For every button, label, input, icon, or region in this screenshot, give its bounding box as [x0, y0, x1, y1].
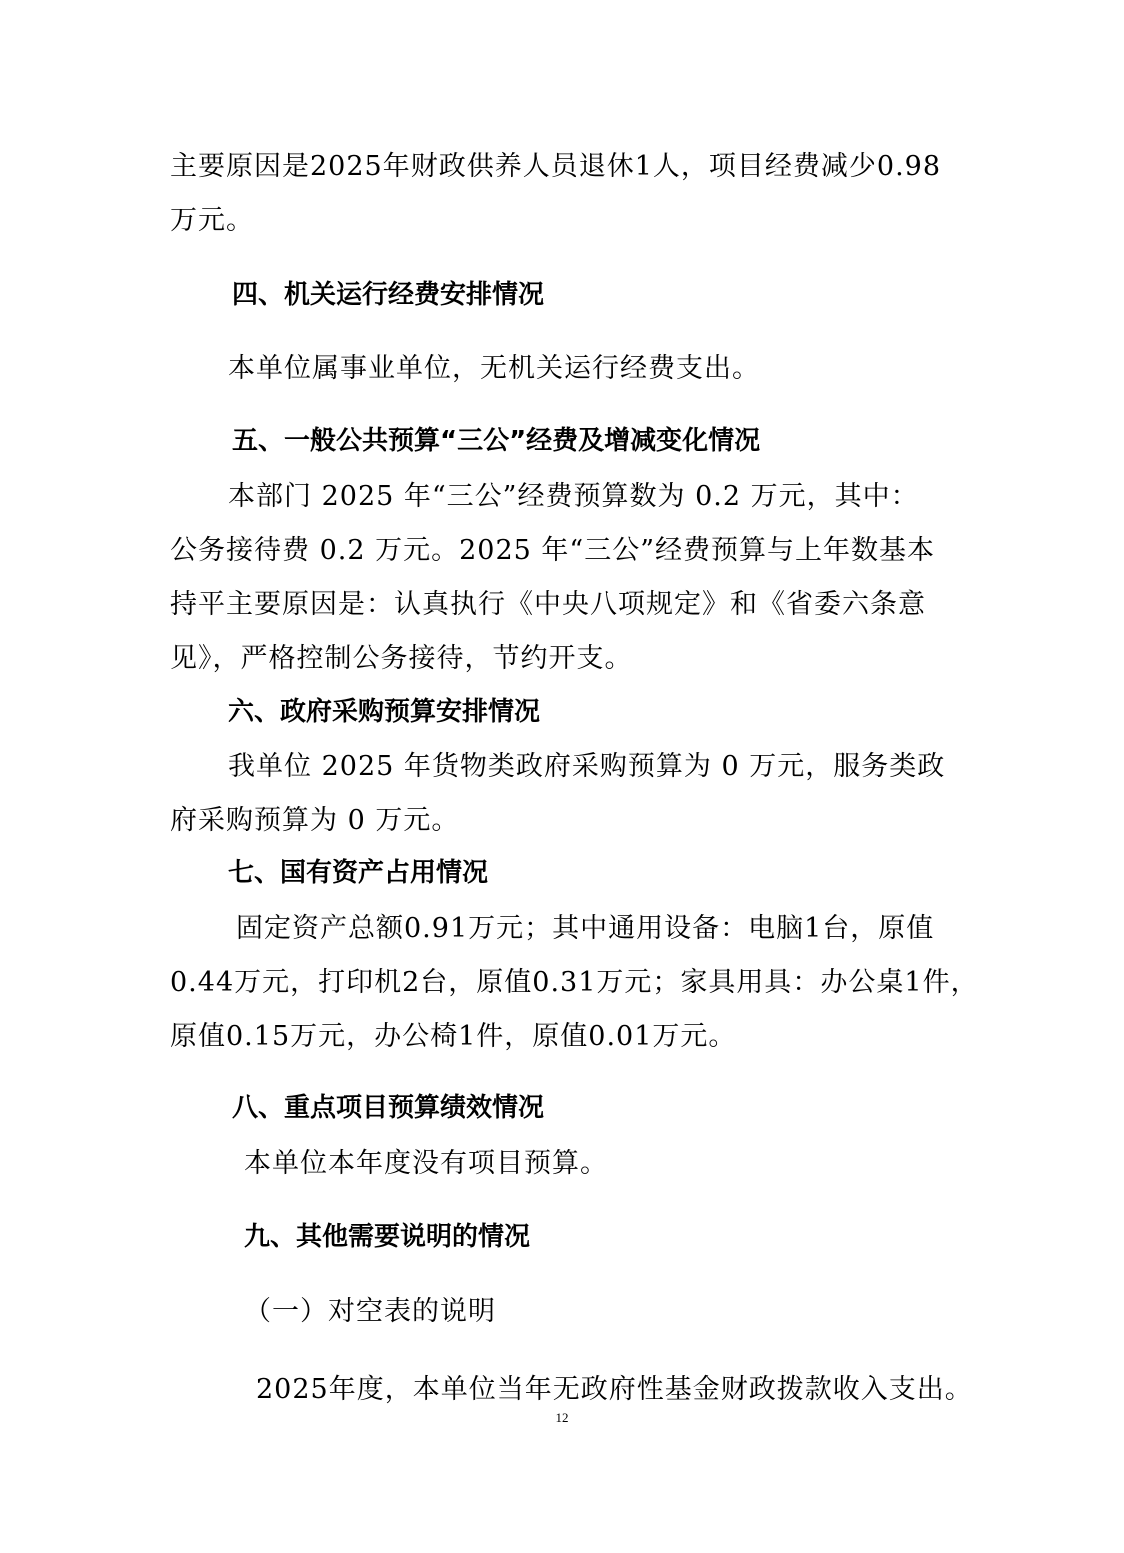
section-5-line-2: 公务接待费 0.2 万元。2025 年“三公”经费预算与上年数基本 — [170, 535, 936, 566]
intro-line-1: 主要原因是2025年财政供养人员退休1人，项目经费减少0.98 — [170, 151, 942, 182]
section-5-line-3: 持平主要原因是：认真执行《中央八项规定》和《省委六条意 — [170, 589, 926, 620]
section-7-heading: 七、国有资产占用情况 — [228, 858, 489, 888]
section-9-line-1: 2025年度，本单位当年无政府性基金财政拨款收入支出。 — [256, 1374, 973, 1405]
section-9-subheading: （一）对空表的说明 — [244, 1296, 496, 1327]
section-6-line-2: 府采购预算为 0 万元。 — [170, 805, 460, 836]
intro-line-2: 万元。 — [170, 205, 254, 236]
section-9-heading: 九、其他需要说明的情况 — [244, 1222, 531, 1252]
section-6-heading: 六、政府采购预算安排情况 — [228, 697, 541, 727]
section-6-line-1: 我单位 2025 年货物类政府采购预算为 0 万元，服务类政 — [228, 751, 946, 782]
section-5-line-1: 本部门 2025 年“三公”经费预算数为 0.2 万元，其中： — [228, 481, 919, 512]
section-7-line-1: 固定资产总额0.91万元；其中通用设备：电脑1台，原值 — [236, 913, 935, 944]
page-number: 12 — [555, 1410, 569, 1425]
section-4-line-1: 本单位属事业单位，无机关运行经费支出。 — [228, 353, 760, 384]
section-8-heading: 八、重点项目预算绩效情况 — [232, 1093, 545, 1123]
section-4-heading: 四、机关运行经费安排情况 — [232, 280, 545, 310]
section-8-line-1: 本单位本年度没有项目预算。 — [244, 1148, 608, 1179]
section-5-heading: 五、一般公共预算“三公”经费及增减变化情况 — [232, 426, 761, 456]
section-5-line-4: 见》，严格控制公务接待，节约开支。 — [170, 643, 633, 674]
section-7-line-2: 0.44万元，打印机2台，原值0.31万元；家具用具：办公桌1件， — [170, 967, 979, 998]
section-7-line-3: 原值0.15万元，办公椅1件，原值0.01万元。 — [170, 1021, 737, 1052]
